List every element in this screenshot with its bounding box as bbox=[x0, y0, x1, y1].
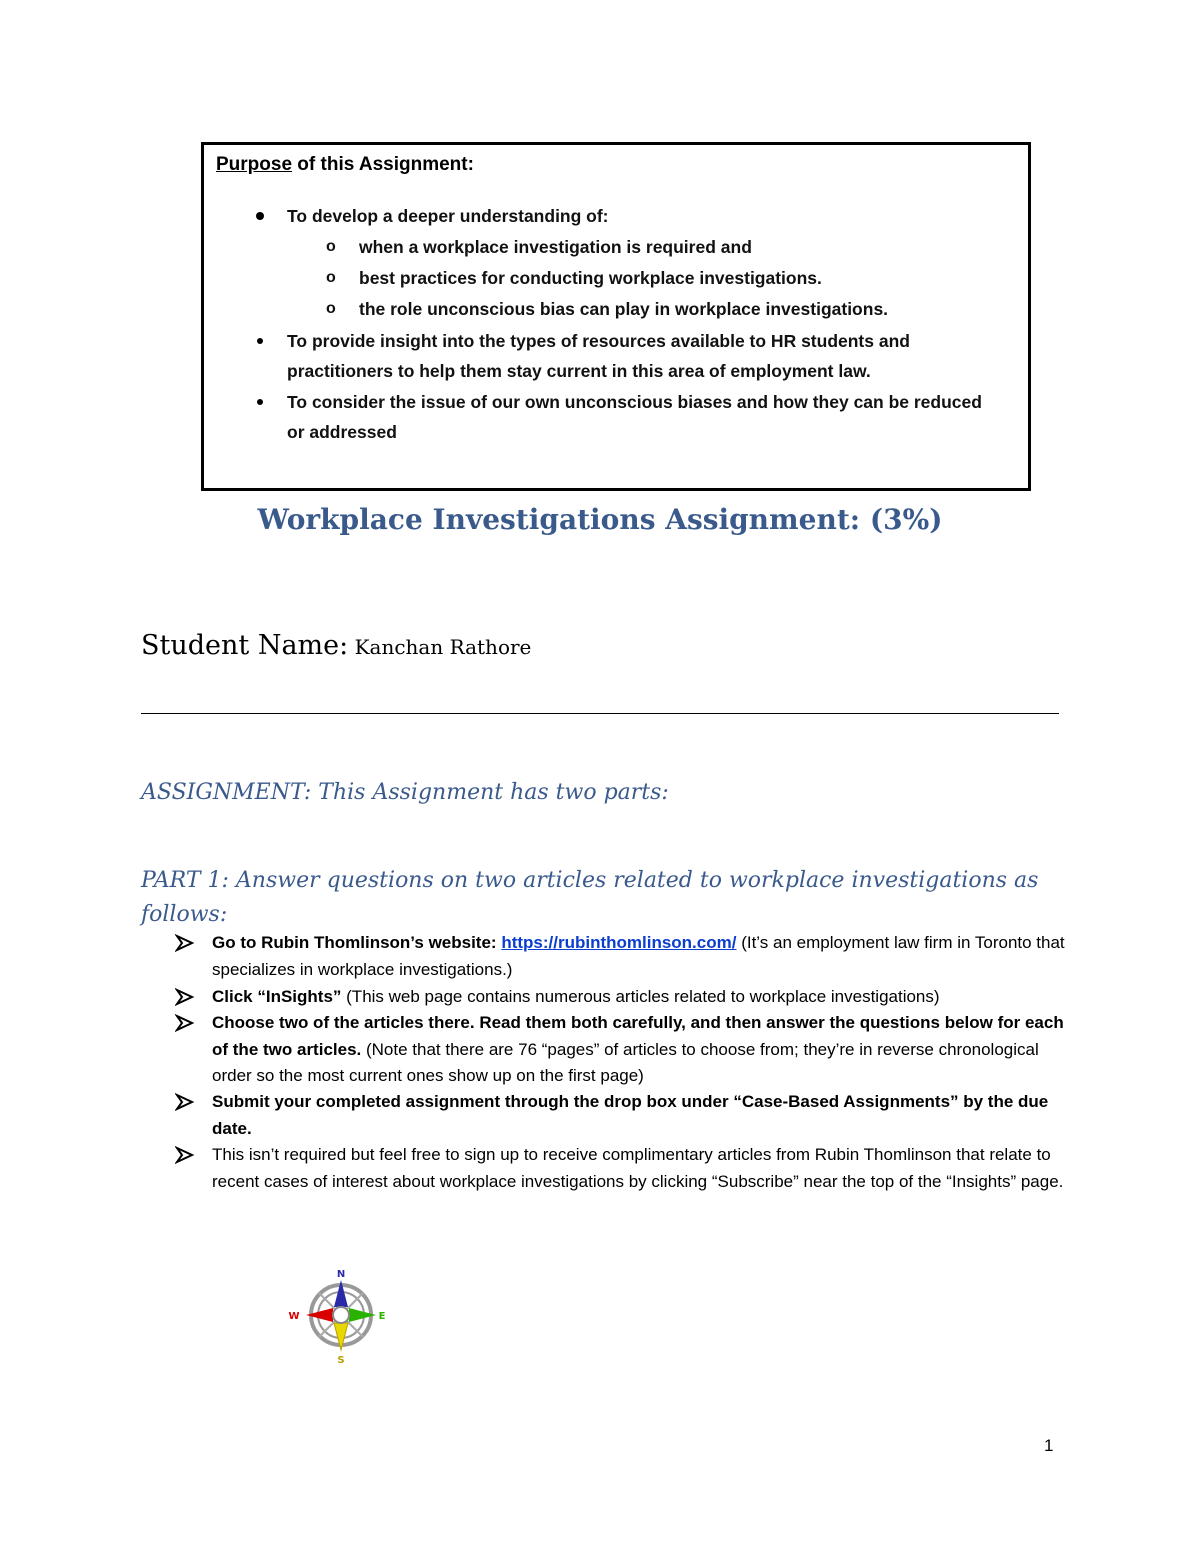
item-2-rest: (This web page contains numerous articles related to workplace investigations) bbox=[341, 987, 940, 1006]
purpose-sub-3-text: the role unconscious bias can play in workplace investigations. bbox=[359, 299, 889, 319]
item-3-rest: (Note that there are 76 “pages” of articles to choose from; they’re in reverse chronological order so the most current ones show up on the first page) bbox=[212, 1039, 1039, 1085]
purpose-bullet-2-line-2: practitioners to help them stay current in this area of employment law. bbox=[287, 361, 871, 381]
item-1-bold: Go to Rubin Thomlinson’s website: bbox=[212, 933, 502, 952]
compass-label-e: E bbox=[378, 1311, 386, 1322]
horizontal-rule bbox=[141, 713, 1059, 714]
compass-label-n: N bbox=[336, 1269, 346, 1280]
arrow-bullet-icon bbox=[175, 985, 195, 1009]
purpose-bullet-3-line-1: To consider the issue of our own unconscious biases and how they can be reduced bbox=[287, 392, 982, 412]
document-title: Workplace Investigations Assignment: (3%) bbox=[257, 503, 943, 536]
list-item bbox=[175, 984, 1065, 1011]
purpose-heading-underlined: Purpose bbox=[216, 154, 293, 175]
compass-icon bbox=[284, 1267, 394, 1367]
arrow-bullet-icon bbox=[175, 1143, 195, 1167]
student-name-value: Kanchan Rathore bbox=[348, 635, 532, 659]
compass-label-w: W bbox=[288, 1311, 300, 1322]
list-item bbox=[175, 930, 1065, 983]
item-3-bold: Choose two of the articles there. Read them both carefully, and then answer the questions below for each of the two articles. bbox=[212, 1013, 1064, 1059]
sub-bullet-marker: o bbox=[326, 300, 336, 317]
arrow-bullet-icon bbox=[175, 1011, 195, 1035]
page-number: 1 bbox=[1044, 1436, 1054, 1455]
arrow-bullet-icon bbox=[175, 931, 195, 955]
list-item bbox=[175, 1089, 1065, 1142]
purpose-bullet-1-text: To develop a deeper understanding of: bbox=[287, 206, 609, 226]
sub-bullet-marker: o bbox=[326, 238, 336, 255]
item-4-bold: Submit your completed assignment through the drop box under “Case-Based Assignments” by the due date. bbox=[212, 1092, 1049, 1138]
assignment-heading: ASSIGNMENT: This Assignment has two parts: bbox=[141, 780, 669, 805]
compass-label-s: S bbox=[337, 1355, 345, 1366]
list-item bbox=[175, 1142, 1065, 1195]
purpose-bullet-3-line-2: or addressed bbox=[287, 422, 397, 442]
purpose-heading bbox=[216, 154, 474, 176]
part1-heading: PART 1: Answer questions on two articles related to workplace investigations as follows: bbox=[141, 868, 1039, 927]
purpose-heading-rest: of this Assignment: bbox=[292, 154, 474, 175]
student-name-label: Student Name: bbox=[141, 630, 349, 661]
item-1-rest: (It’s an employment law firm in Toronto that specializes in workplace investigations.) bbox=[212, 933, 1065, 979]
purpose-sub-2-text: best practices for conducting workplace investigations. bbox=[359, 268, 822, 288]
item-2-bold: Click “InSights” bbox=[212, 987, 342, 1006]
student-name-line bbox=[141, 630, 531, 661]
purpose-bullet-2-line-1: To provide insight into the types of resources available to HR students and bbox=[287, 331, 910, 351]
item-5-text: This isn’t required but feel free to sign up to receive complimentary articles from Rubin Thomlinson that relate to recent cases of interest about workplace investigations by clicking “Subscribe” near the top of the “Insights” page. bbox=[212, 1145, 1064, 1191]
sub-bullet-marker: o bbox=[326, 269, 336, 286]
arrow-bullet-icon bbox=[175, 1090, 195, 1114]
rubin-thomlinson-link[interactable]: https://rubinthomlinson.com/ bbox=[501, 933, 737, 952]
list-item bbox=[175, 1010, 1065, 1090]
purpose-sub-1-text: when a workplace investigation is required and bbox=[359, 237, 752, 257]
